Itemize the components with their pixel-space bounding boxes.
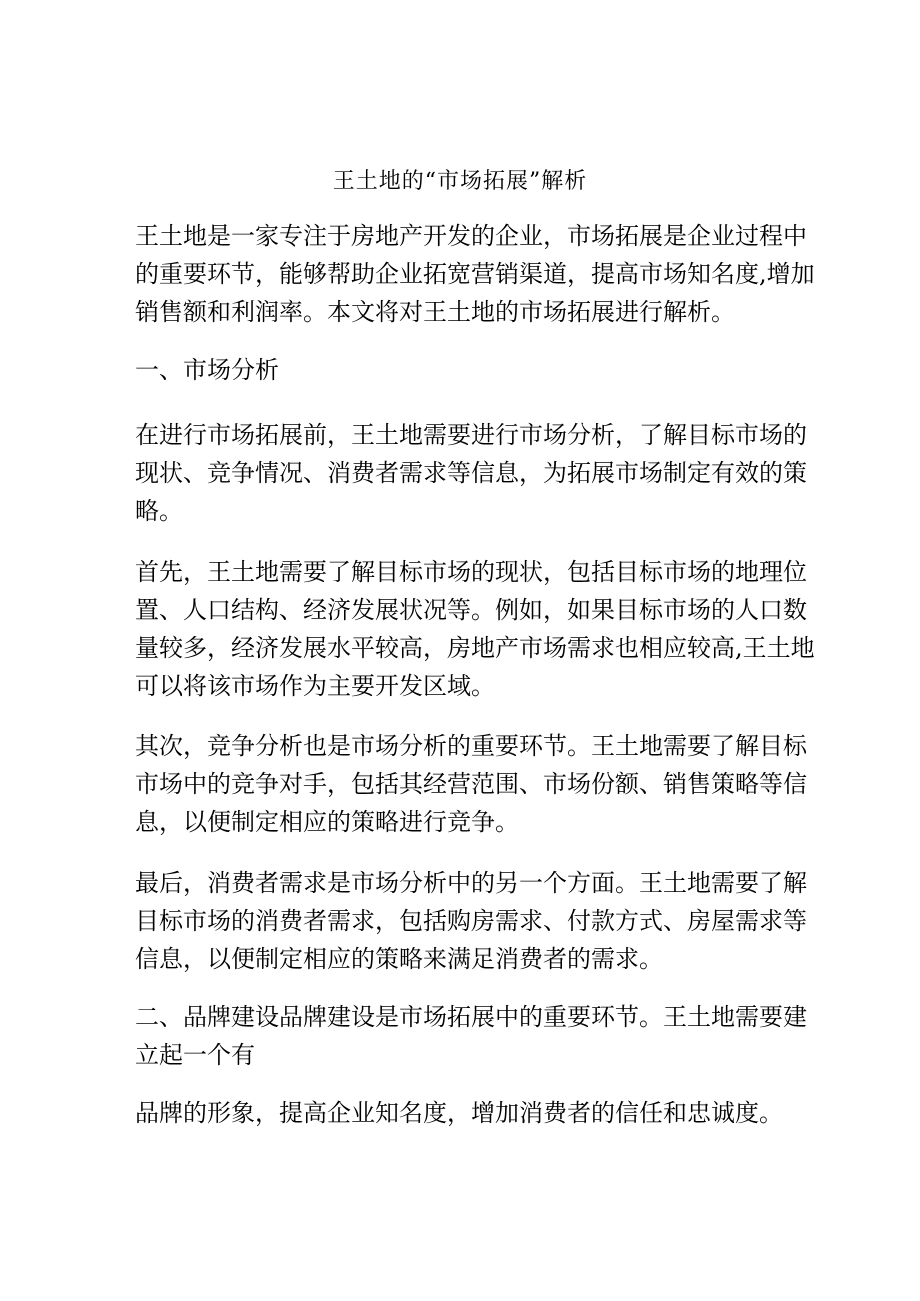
text-line: 在进行市场拓展前，王土地需要进行市场分析，了解目标市场的 xyxy=(135,421,807,449)
text-line: 现状、竞争情况、消费者需求等信息，为拓展市场制定有效的策 xyxy=(135,459,807,487)
section-heading-market-analysis xyxy=(135,351,795,389)
paragraph-market-analysis-intro xyxy=(135,416,807,530)
text-line: 可以将该市场作为主要开发区域。 xyxy=(135,672,495,700)
text-line: 目标市场的消费者需求，包括购房需求、付款方式、房屋需求等 xyxy=(135,907,807,935)
text-line: 销售额和利润率。本文将对王土地的市场拓展进行解析。 xyxy=(135,298,735,326)
text-line: 王土地是一家专注于房地产开发的企业，市场拓展是企业过程中 xyxy=(135,222,807,250)
text-line: 息，以便制定相应的策略进行竞争。 xyxy=(135,808,519,836)
text-line: 的重要环节，能够帮助企业拓宽营销渠道，提高市场知名度,增加 xyxy=(135,260,815,288)
text-line: 量较多，经济发展水平较高，房地产市场需求也相应较高,王土地 xyxy=(135,634,815,662)
text-line: 置、人口结构、经济发展状况等。例如，如果目标市场的人口数 xyxy=(135,596,807,624)
text-line: 最后，消费者需求是市场分析中的另一个方面。王土地需要了解 xyxy=(135,869,807,897)
paragraph-market-status xyxy=(135,553,815,705)
text-line: 一、市场分析 xyxy=(135,356,279,384)
paragraph-consumer-demand xyxy=(135,864,807,978)
text-line: 略。 xyxy=(135,497,183,525)
text-line: 立起一个有 xyxy=(135,1041,255,1069)
paragraph-competition xyxy=(135,727,807,841)
paragraph-brand-image xyxy=(135,1094,795,1132)
text-line: 其次，竞争分析也是市场分析的重要环节。王土地需要了解目标 xyxy=(135,732,807,760)
text-line: 品牌的形象，提高企业知名度，增加消费者的信任和忠诚度。 xyxy=(135,1099,783,1127)
text-line: 二、品牌建设品牌建设是市场拓展中的重要环节。王土地需要建 xyxy=(135,1003,807,1031)
paragraph-intro xyxy=(135,217,815,331)
text-line: 信息，以便制定相应的策略来满足消费者的需求。 xyxy=(135,945,663,973)
document-title: 王土地的“市场拓展”解析 xyxy=(332,169,588,194)
section-heading-brand-building xyxy=(135,998,807,1074)
text-line: 市场中的竞争对手，包括其经营范围、市场份额、销售策略等信 xyxy=(135,770,807,798)
text-line: 首先，王土地需要了解目标市场的现状，包括目标市场的地理位 xyxy=(135,558,807,586)
